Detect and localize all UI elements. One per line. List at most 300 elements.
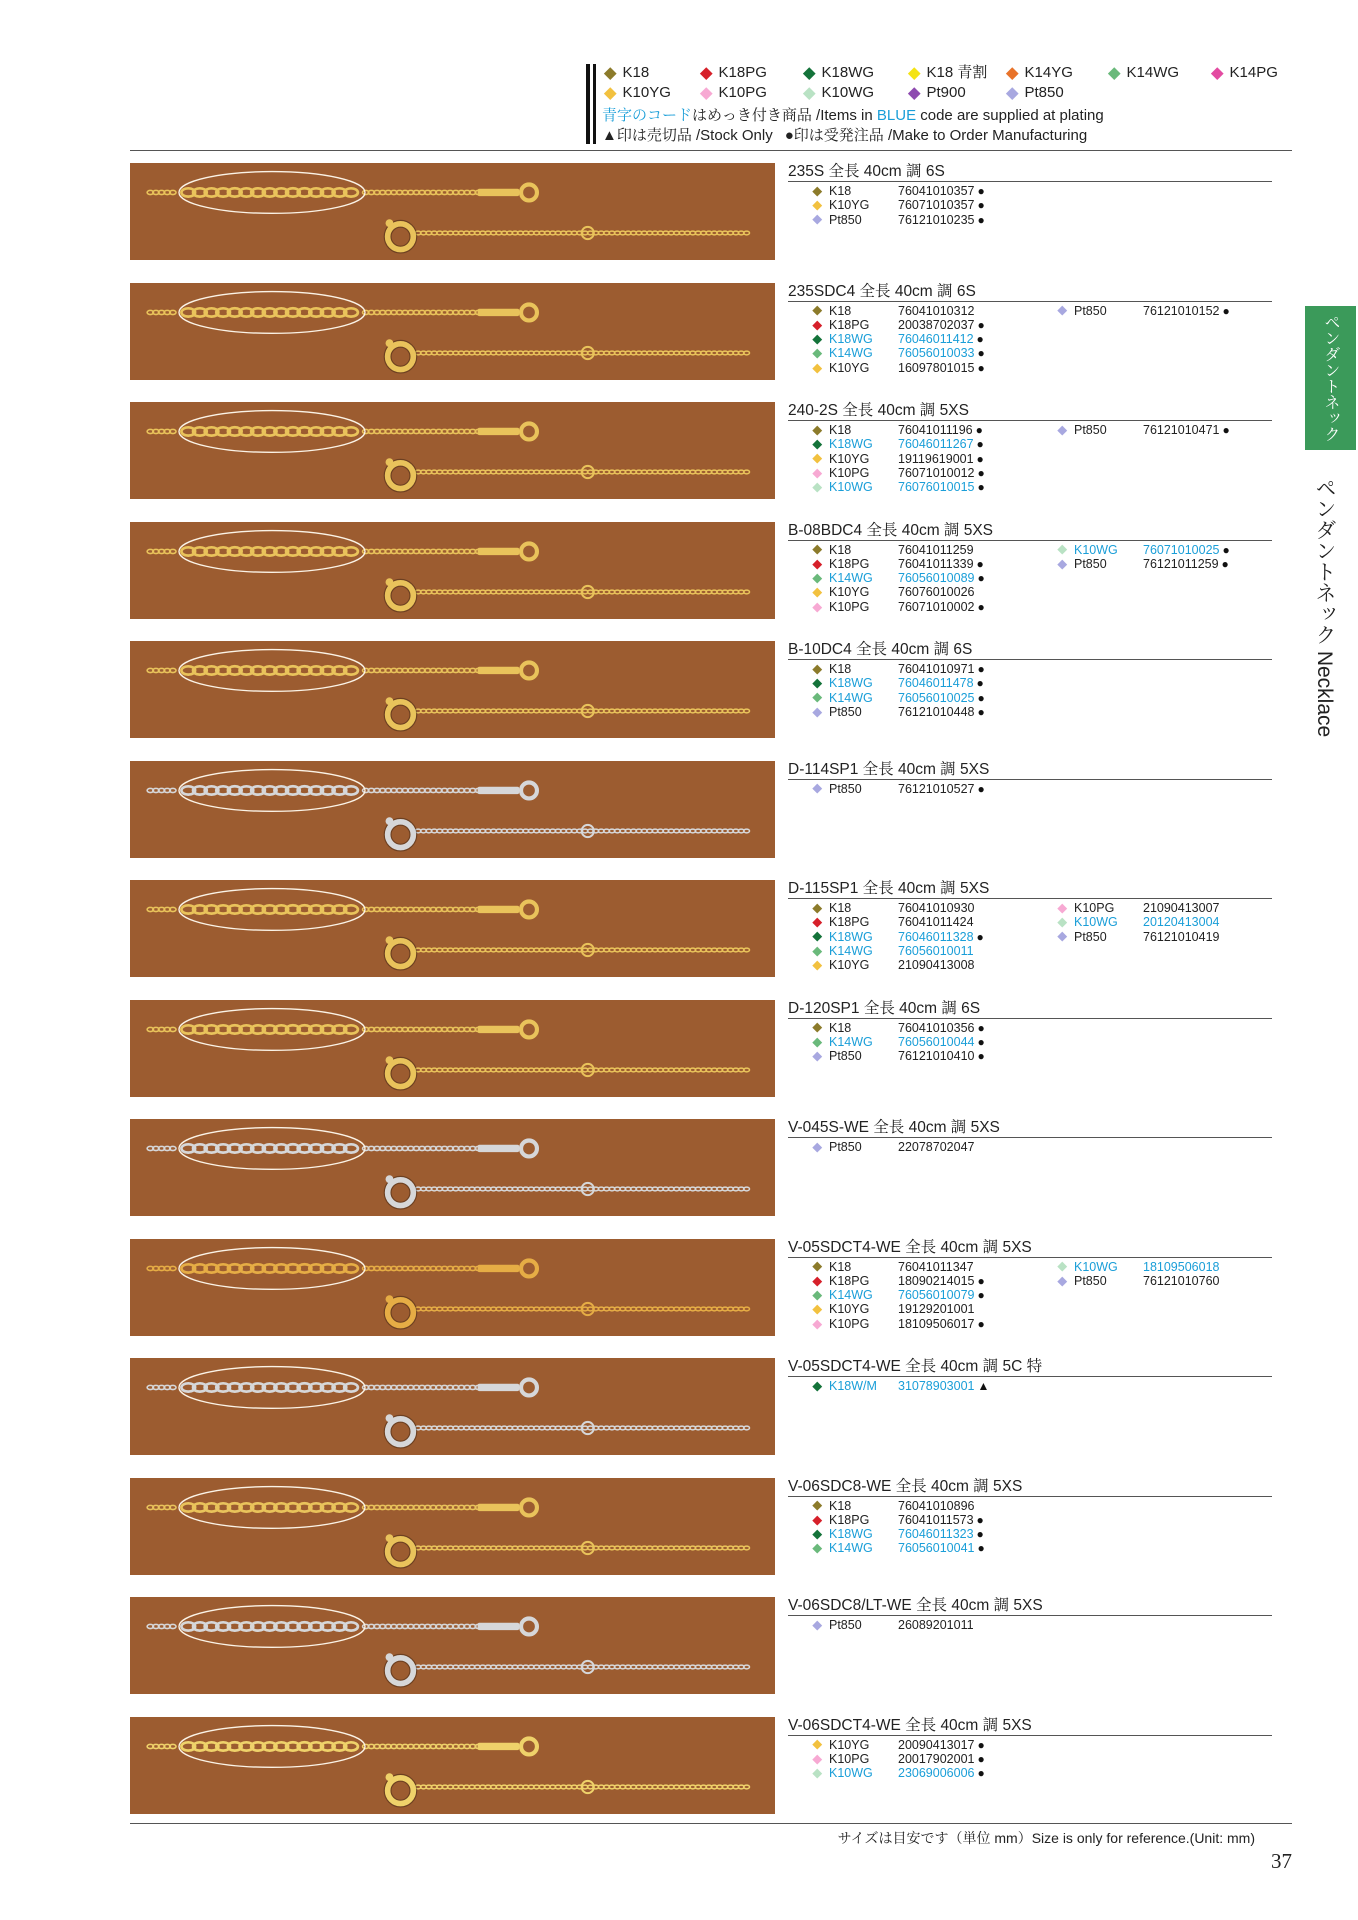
- end-tag-ring: [521, 543, 537, 559]
- chain-zoom-detail: [181, 547, 357, 555]
- metal-label: K10WG: [1074, 915, 1118, 930]
- metal-diamond-icon: [812, 363, 821, 372]
- product-code: 76041010971: [898, 662, 975, 676]
- variant-row: [812, 423, 1017, 437]
- chain-end-tag: [478, 547, 520, 554]
- product-code-group: [1143, 1260, 1222, 1274]
- end-tag-ring: [521, 423, 537, 439]
- metal-label: K18PG: [829, 556, 870, 571]
- metal-label: K10PG: [829, 1316, 870, 1331]
- legend-item: [803, 63, 874, 83]
- product-code-group: [898, 1513, 984, 1527]
- section-index-tab: [1305, 306, 1356, 450]
- product-code-group: [898, 1302, 977, 1316]
- chain-upper: [147, 1624, 481, 1628]
- metal-label: K10YG: [829, 360, 870, 375]
- chain-end-tag: [478, 1623, 520, 1630]
- product-code-group: [898, 901, 977, 915]
- clasp-lever: [386, 458, 394, 466]
- product-photo: [130, 880, 775, 977]
- make-to-order-note: ●印は受発注品 /Make to Order Manufacturing: [784, 127, 1088, 144]
- variant-row: [812, 1317, 1017, 1331]
- metal-label: K18PG: [829, 915, 870, 930]
- variant-row: [812, 198, 1017, 212]
- availability-mark: ●: [976, 556, 984, 571]
- metal-diamond-icon: [604, 67, 616, 79]
- product-code: 76071010002: [898, 599, 975, 614]
- availability-mark: ●: [977, 662, 985, 676]
- product-photo: [130, 163, 775, 260]
- availability-mark: ●: [976, 332, 984, 347]
- end-tag-ring: [521, 1379, 537, 1395]
- variant-row: [812, 915, 1017, 929]
- variant-row: [812, 1499, 1017, 1513]
- availability-mark: ●: [977, 1751, 985, 1766]
- metal-diamond-icon: [812, 1501, 821, 1510]
- product-code-group: [898, 1260, 977, 1274]
- metal-diamond-icon: [812, 201, 821, 210]
- product-code: 76121010760: [1143, 1273, 1220, 1288]
- variant-column: [1057, 304, 1262, 318]
- variant-column: [812, 1499, 1017, 1556]
- chain-zoom-detail: [181, 427, 357, 435]
- metal-label: K10PG: [1074, 901, 1115, 915]
- product-info: [788, 163, 1272, 281]
- product-code: 76071010357: [898, 198, 975, 213]
- metal-diamond-icon: [812, 588, 821, 597]
- metal-label: K10PG: [829, 1751, 870, 1766]
- metal-label: K10YG: [829, 585, 870, 600]
- chain-upper: [147, 788, 481, 792]
- metal-diamond-icon: [1057, 904, 1066, 913]
- metal-label: K18PG: [829, 1512, 870, 1527]
- chain-upper: [147, 429, 481, 433]
- clasp-lever: [386, 1534, 394, 1542]
- product-code: 76046011323: [898, 1527, 974, 1542]
- variant-row: [812, 705, 1017, 719]
- chain-photo: [130, 1478, 775, 1575]
- metal-label: K10YG: [829, 198, 870, 213]
- chain-photo: [130, 283, 775, 380]
- variant-row: [1057, 901, 1262, 915]
- metal-label: K10YG: [829, 1737, 870, 1752]
- end-tag-ring: [521, 1738, 537, 1754]
- metal-diamond-icon: [1057, 306, 1066, 315]
- metal-diamond-icon: [812, 559, 821, 568]
- chain-upper: [147, 1146, 481, 1150]
- variant-row: [812, 571, 1017, 585]
- metal-diamond-icon: [1108, 67, 1120, 79]
- chain-photo: [130, 1358, 775, 1455]
- product-code-group: [898, 915, 977, 929]
- product-code-group: [898, 1021, 985, 1035]
- availability-mark: ●: [977, 690, 985, 705]
- legend-label: K18WG: [821, 64, 875, 81]
- product-title: 240-2S 全長 40cm 調 5XS: [788, 402, 1272, 421]
- metal-label: K18: [829, 1498, 852, 1513]
- metal-label: Pt850: [1074, 556, 1107, 571]
- variant-row: [812, 585, 1017, 599]
- product-info: [788, 1000, 1272, 1118]
- availability-mark: ●: [977, 1288, 985, 1303]
- chain-upper: [147, 1027, 481, 1031]
- clasp-lever: [386, 578, 394, 586]
- variant-row: [812, 1738, 1017, 1752]
- metal-label: K14WG: [829, 1034, 873, 1049]
- product-row: [0, 1597, 1358, 1717]
- product-code: 76041011424: [898, 915, 974, 930]
- chain-end-tag: [478, 189, 520, 196]
- product-code: 76056010089: [898, 571, 975, 586]
- end-tag-ring: [521, 662, 537, 678]
- product-code-group: [1143, 915, 1222, 929]
- metal-diamond-icon: [812, 1305, 821, 1314]
- product-info: [788, 761, 1272, 879]
- product-code-group: [898, 1618, 977, 1632]
- availability-mark: ●: [977, 212, 985, 227]
- product-photo: [130, 1597, 775, 1694]
- metal-label: K18: [829, 184, 852, 198]
- product-code-group: [898, 437, 984, 451]
- legend-label: K18: [622, 64, 650, 81]
- metal-diamond-icon: [812, 545, 821, 554]
- variant-column: [1057, 543, 1262, 572]
- metal-diamond-icon: [812, 932, 821, 941]
- product-info: [788, 880, 1272, 998]
- metal-diamond-icon: [812, 693, 821, 702]
- product-code-group: [898, 571, 985, 585]
- metal-diamond-icon: [1057, 1262, 1066, 1271]
- end-tag-ring: [521, 1140, 537, 1156]
- chain-photo: [130, 1597, 775, 1694]
- chain-photo: [130, 1717, 775, 1814]
- product-code-group: [898, 480, 985, 494]
- metal-label: K10WG: [829, 1766, 873, 1781]
- chain-zoom-detail: [181, 188, 357, 196]
- product-code-group: [898, 600, 985, 614]
- product-title: B-08BDC4 全長 40cm 調 5XS: [788, 522, 1272, 541]
- metal-diamond-icon: [812, 1276, 821, 1285]
- availability-mark: ●: [977, 317, 985, 332]
- metal-label: K10YG: [829, 958, 870, 973]
- product-title: V-06SDCT4-WE 全長 40cm 調 5XS: [788, 1717, 1272, 1736]
- product-code-group: [898, 958, 977, 972]
- product-code-group: [898, 662, 985, 676]
- metal-diamond-icon: [812, 215, 821, 224]
- clasp-lever: [386, 1414, 394, 1422]
- metal-diamond-icon: [812, 707, 821, 716]
- legend-label: K10YG: [622, 84, 671, 101]
- product-row: [0, 522, 1358, 642]
- variant-column: [812, 423, 1017, 494]
- end-tag-ring: [521, 782, 537, 798]
- product-info: [788, 641, 1272, 759]
- product-code-group: [1143, 304, 1230, 318]
- product-row: [0, 641, 1358, 761]
- plating-note-tail: code are supplied at plating: [916, 107, 1104, 124]
- product-code-group: [1143, 543, 1230, 557]
- metal-label: K10YG: [829, 1302, 870, 1317]
- metal-label: K10YG: [829, 451, 870, 466]
- product-code-group: [898, 1317, 985, 1331]
- product-row: [0, 283, 1358, 403]
- metal-label: K14WG: [829, 943, 873, 958]
- metal-diamond-icon: [812, 918, 821, 927]
- product-title: D-115SP1 全長 40cm 調 5XS: [788, 880, 1272, 899]
- variant-row: [812, 318, 1017, 332]
- chain-upper: [147, 668, 481, 672]
- product-photo: [130, 761, 775, 858]
- chain-zoom-detail: [181, 1144, 357, 1152]
- product-code: 21090413007: [1143, 901, 1220, 915]
- metal-label: K18: [829, 662, 852, 676]
- metal-diamond-icon: [812, 1515, 821, 1524]
- legend-label: K14WG: [1126, 64, 1180, 81]
- metal-label: K14WG: [829, 1541, 873, 1556]
- metal-diamond-icon: [1006, 87, 1018, 99]
- variant-column: [812, 1021, 1017, 1064]
- product-code: 76041010896: [898, 1498, 975, 1513]
- product-code-group: [898, 423, 983, 437]
- product-row: [0, 761, 1358, 881]
- product-title: V-05SDCT4-WE 全長 40cm 調 5XS: [788, 1239, 1272, 1258]
- variant-row: [1057, 915, 1262, 929]
- chain-end-tag: [478, 308, 520, 315]
- product-code-group: [898, 1274, 985, 1288]
- chain-end-tag: [478, 1384, 520, 1391]
- availability-mark: ●: [977, 704, 985, 719]
- plating-note-blue-word: BLUE: [876, 107, 917, 124]
- metal-diamond-icon: [812, 1382, 821, 1391]
- product-code-group: [898, 1527, 984, 1541]
- metal-label: K10WG: [829, 480, 873, 495]
- chain-zoom-detail: [181, 666, 357, 674]
- product-info: [788, 1239, 1272, 1357]
- variant-row: [812, 304, 1017, 318]
- metal-label: K18WG: [829, 929, 873, 944]
- product-code: 19119619001: [898, 451, 974, 466]
- product-code: 18109506017: [898, 1316, 975, 1331]
- section-title-vertical: ペンダントネック Necklace: [1313, 477, 1336, 738]
- legend-item: [908, 63, 987, 83]
- product-photo: [130, 1000, 775, 1097]
- availability-mark: ●: [977, 599, 985, 614]
- header-divider: [130, 150, 1292, 151]
- chain-zoom-detail: [181, 1742, 357, 1750]
- metal-diamond-icon: [812, 1023, 821, 1032]
- variant-row: [812, 557, 1017, 571]
- product-code-group: [1143, 930, 1222, 944]
- variant-row: [812, 184, 1017, 198]
- metal-label: K10PG: [829, 599, 870, 614]
- chain-zoom-detail: [181, 1264, 357, 1272]
- variant-row: [812, 600, 1017, 614]
- availability-mark: ●: [977, 1541, 985, 1556]
- metal-diamond-icon: [812, 483, 821, 492]
- metal-diamond-icon: [812, 665, 821, 674]
- metal-label: Pt850: [1074, 423, 1107, 437]
- product-code-group: [898, 1140, 977, 1154]
- product-code-group: [898, 1499, 977, 1513]
- metal-diamond-icon: [812, 306, 821, 315]
- availability-mark: ●: [977, 1737, 985, 1752]
- metal-label: Pt850: [829, 212, 862, 227]
- product-code-group: [1143, 557, 1229, 571]
- product-code-group: [1143, 1274, 1222, 1288]
- metal-label: K18PG: [829, 1273, 870, 1288]
- product-code: 76071010012: [898, 465, 975, 480]
- chain-zoom-detail: [181, 308, 357, 316]
- product-code: 76056010079: [898, 1288, 975, 1303]
- metal-label: Pt850: [1074, 929, 1107, 944]
- end-tag-ring: [521, 304, 537, 320]
- variant-column: [812, 1140, 1017, 1154]
- product-code-group: [898, 1379, 989, 1393]
- page-number: 37: [1271, 1849, 1292, 1873]
- metal-label: Pt850: [829, 1049, 862, 1064]
- clasp-lever: [386, 1773, 394, 1781]
- end-tag-ring: [521, 901, 537, 917]
- metal-label: Pt850: [829, 704, 862, 719]
- product-code: 76041011196: [898, 423, 973, 437]
- product-list: [0, 163, 1358, 1836]
- variant-column: [812, 782, 1017, 796]
- availability-mark: ●: [976, 1527, 984, 1542]
- product-code-group: [898, 332, 984, 346]
- product-code: 76121010448: [898, 704, 975, 719]
- product-row: [0, 880, 1358, 1000]
- legend-item: [803, 83, 874, 103]
- availability-mark: ●: [977, 346, 985, 361]
- variant-row: [1057, 557, 1262, 571]
- product-code: 76121010527: [898, 781, 975, 796]
- chain-photo: [130, 1119, 775, 1216]
- product-code-group: [898, 318, 985, 332]
- availability-mark: ●: [977, 571, 985, 586]
- product-code-group: [898, 705, 985, 719]
- availability-mark: ●: [977, 1316, 985, 1331]
- chain-upper: [147, 1744, 481, 1748]
- product-code: 76041011573: [898, 1512, 974, 1527]
- availability-mark: ●: [1222, 542, 1230, 557]
- product-code: 76041011259: [898, 542, 974, 557]
- metal-diamond-icon: [1006, 67, 1018, 79]
- product-photo: [130, 1358, 775, 1455]
- variant-row: [1057, 930, 1262, 944]
- legend-item: [604, 83, 671, 103]
- product-code: 31078903001: [898, 1379, 975, 1393]
- metal-label: K18: [829, 542, 852, 557]
- metal-label: K18WG: [829, 676, 873, 691]
- variant-row: [1057, 1260, 1262, 1274]
- variant-column: [812, 901, 1017, 972]
- product-info: [788, 1119, 1272, 1237]
- chain-end-tag: [478, 1742, 520, 1749]
- product-photo: [130, 1239, 775, 1336]
- availability-mark: ●: [977, 1766, 985, 1781]
- chain-end-tag: [478, 786, 520, 793]
- product-code: 18109506018: [1143, 1259, 1220, 1274]
- metal-label: K14WG: [829, 571, 873, 586]
- variant-row: [812, 213, 1017, 227]
- chain-upper: [147, 1505, 481, 1509]
- legend-label: K10PG: [718, 84, 767, 101]
- product-code: 76076010015: [898, 480, 975, 495]
- clasp-lever: [386, 219, 394, 227]
- product-code: 16097801015: [898, 360, 975, 375]
- variant-row: [812, 782, 1017, 796]
- availability-mark: ●: [1221, 556, 1229, 571]
- product-code-group: [898, 1288, 985, 1302]
- metal-label: K18: [829, 423, 852, 437]
- plating-note-blue-code: 青字のコード: [602, 107, 693, 124]
- metal-diamond-icon: [812, 440, 821, 449]
- variant-column: [812, 304, 1017, 375]
- variant-row: [812, 452, 1017, 466]
- chain-zoom-detail: [181, 1025, 357, 1033]
- metal-label: K18: [829, 1020, 852, 1035]
- footer-divider: [130, 1823, 1292, 1824]
- metal-diamond-icon: [1057, 426, 1066, 435]
- product-row: [0, 402, 1358, 522]
- product-photo: [130, 522, 775, 619]
- variant-column: [812, 662, 1017, 719]
- availability-mark: ●: [977, 198, 985, 213]
- product-code: 26089201011: [898, 1618, 974, 1632]
- chain-photo: [130, 402, 775, 499]
- product-code-group: [898, 1049, 985, 1063]
- chain-upper: [147, 549, 481, 553]
- metal-diamond-icon: [1057, 559, 1066, 568]
- product-code: 76041010357: [898, 184, 975, 198]
- legend-bar-thin: [593, 64, 596, 144]
- metal-diamond-icon: [812, 1319, 821, 1328]
- product-code: 76071010025: [1143, 542, 1220, 557]
- clasp-lever: [386, 1175, 394, 1183]
- clasp-lever: [386, 697, 394, 705]
- metal-diamond-icon: [803, 67, 815, 79]
- product-code-group: [898, 346, 985, 360]
- chain-end-tag: [478, 428, 520, 435]
- product-code: 76121010471: [1143, 423, 1220, 437]
- variant-row: [812, 466, 1017, 480]
- metal-label: K18: [829, 901, 852, 915]
- product-code: 20120413004: [1143, 915, 1220, 930]
- product-code: 76041010930: [898, 901, 975, 915]
- variant-row: [812, 1379, 1017, 1393]
- product-code: 76121010419: [1143, 929, 1220, 944]
- variant-column: [812, 543, 1017, 614]
- product-code: 76056010033: [898, 346, 975, 361]
- chain-end-tag: [478, 1264, 520, 1271]
- metal-diamond-icon: [812, 602, 821, 611]
- metal-diamond-icon: [812, 1037, 821, 1046]
- metal-label: Pt850: [829, 781, 862, 796]
- product-code: 19129201001: [898, 1302, 975, 1317]
- variant-row: [1057, 423, 1262, 437]
- product-row: [0, 1239, 1358, 1359]
- availability-mark: ▲: [977, 1379, 990, 1393]
- chain-end-tag: [478, 1503, 520, 1510]
- product-code: 76121010235: [898, 212, 975, 227]
- variant-row: [812, 1021, 1017, 1035]
- variant-row: [812, 1766, 1017, 1780]
- chain-end-tag: [478, 906, 520, 913]
- variant-row: [812, 1618, 1017, 1632]
- metal-label: Pt850: [829, 1618, 862, 1632]
- legend-item: [908, 83, 966, 103]
- product-photo: [130, 1119, 775, 1216]
